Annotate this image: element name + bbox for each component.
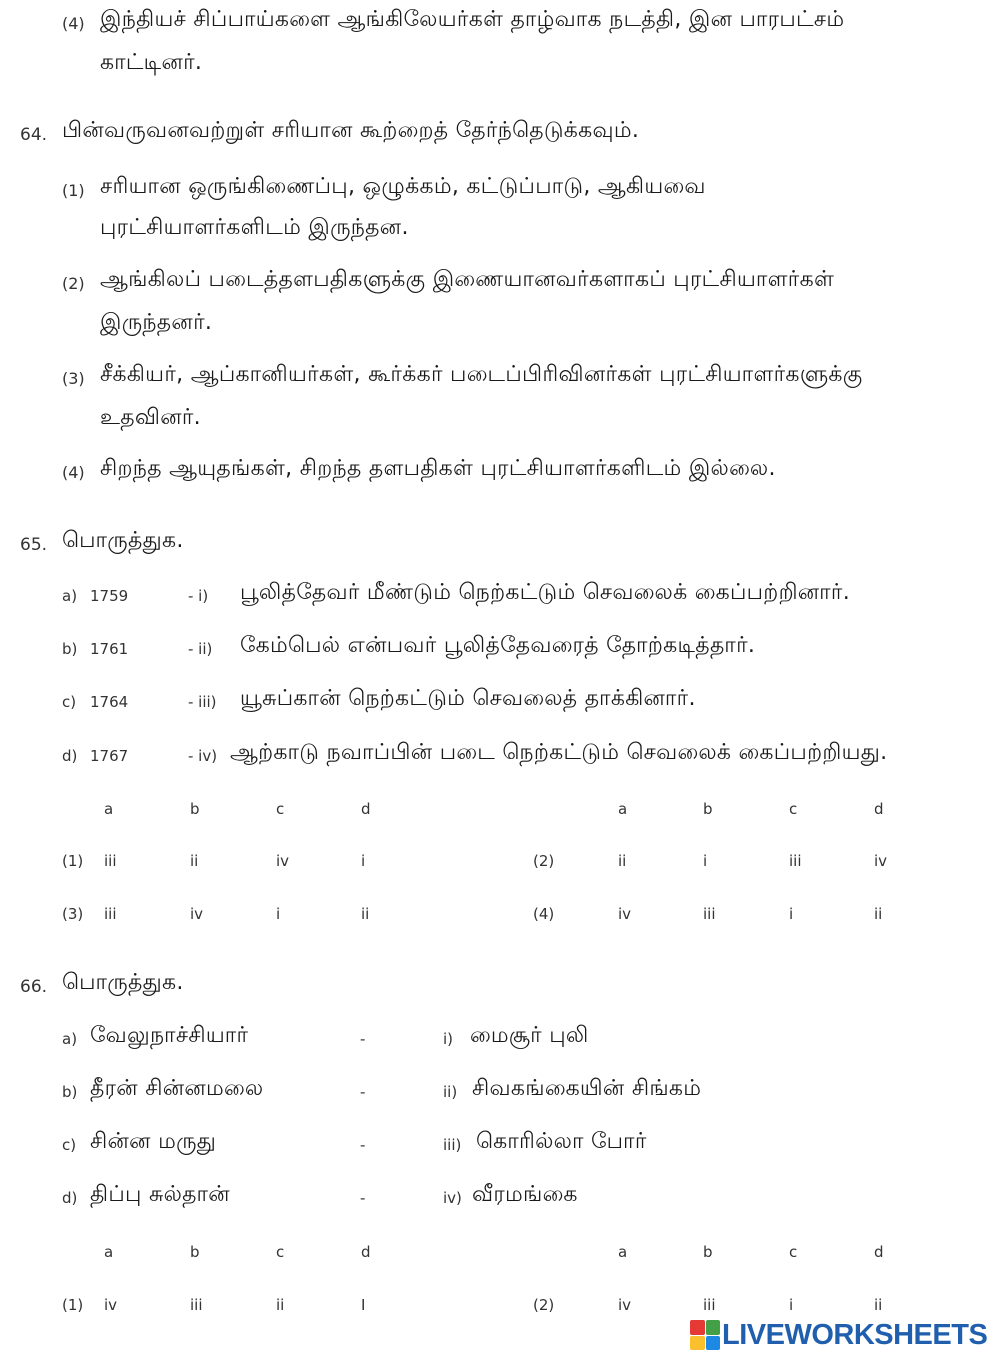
q66-item-d-dash: - [360, 1189, 366, 1207]
logo-square-yellow [690, 1336, 705, 1351]
q66-answer-2-b: iii [703, 1296, 716, 1314]
q66-answer-2-a: iv [618, 1296, 632, 1314]
q65-item-a-text: பூலித்தேவர் மீண்டும் நெற்கட்டும் செவலைக் கைப்பற்றினார். [240, 580, 851, 605]
q66-answer-1-d: I [361, 1296, 366, 1314]
q65-item-a-label: a) [62, 587, 78, 605]
q65-answer-4-b: iii [703, 905, 716, 923]
q65-answer-2-number: (2) [533, 852, 555, 870]
q65-answer-1-number: (1) [62, 852, 84, 870]
q66-header-d-right: d [874, 1243, 884, 1261]
logo-square-green [706, 1320, 721, 1335]
q66-item-b-right: சிவகங்கையின் சிங்கம் [472, 1076, 702, 1101]
q65-answer-2-c: iii [789, 852, 802, 870]
q65-item-d-year: 1767 [90, 747, 129, 765]
q64-option-1-line1: சரியான ஒருங்கிணைப்பு, ஒழுக்கம், கட்டுப்பாடு, ஆகியவை [100, 174, 706, 199]
question-number-66: 66. [20, 977, 48, 997]
q64-option-3-line1: சீக்கியர், ஆப்கானியர்கள், கூர்க்கர் படைப்பிரிவினர்கள் புரட்சியாளர்களுக்கு [100, 362, 863, 387]
q65-header-a-right: a [618, 800, 628, 818]
q65-answer-3-a: iii [104, 905, 117, 923]
option-number: (4) [62, 14, 85, 33]
q65-item-c-text: யூசுப்கான் நெற்கட்டும் செவலைத் தாக்கினார். [240, 686, 696, 711]
q66-header-b-right: b [703, 1243, 713, 1261]
q65-header-c-right: c [789, 800, 798, 818]
q66-item-c-right: கொரில்லா போர் [476, 1129, 647, 1154]
q66-header-a-left: a [104, 1243, 114, 1261]
question-number-64: 64. [20, 125, 48, 145]
q66-answer-1-c: ii [276, 1296, 285, 1314]
q65-answer-2-a: ii [618, 852, 627, 870]
logo-text: LIVEWORKSHEETS [722, 1318, 988, 1351]
q65-header-d-right: d [874, 800, 884, 818]
q66-item-c-left: சின்ன மருது [90, 1129, 217, 1154]
q65-item-b-code: - ii) [188, 640, 213, 658]
logo-square-blue [706, 1336, 721, 1351]
q64-option-4-line1: சிறந்த ஆயுதங்கள், சிறந்த தளபதிகள் புரட்சியாளர்களிடம் இல்லை. [100, 456, 776, 481]
q65-item-d-text: ஆற்காடு நவாப்பின் படை நெற்கட்டும் செவலைக் கைப்பற்றியது. [230, 740, 888, 765]
q66-item-a-code: i) [443, 1030, 454, 1048]
q66-item-a-dash: - [360, 1030, 366, 1048]
q66-item-d-code: iv) [443, 1189, 462, 1207]
q64-option-1-line2: புரட்சியாளர்களிடம் இருந்தன. [100, 215, 409, 240]
q65-item-b-year: 1761 [90, 640, 129, 658]
q65-answer-2-d: iv [874, 852, 888, 870]
q66-item-b-label: b) [62, 1083, 78, 1101]
q65-answer-4-number: (4) [533, 905, 555, 923]
q66-item-b-left: தீரன் சின்னமலை [90, 1076, 264, 1101]
q65-answer-4-c: i [789, 905, 794, 923]
q66-item-d-left: திப்பு சுல்தான் [90, 1182, 230, 1207]
q65-item-c-label: c) [62, 693, 77, 711]
q64-option-3-line2: உதவினர். [100, 405, 201, 430]
q64-option-2-line2: இருந்தனர். [100, 310, 213, 335]
q65-item-a-year: 1759 [90, 587, 129, 605]
q65-answer-1-d: i [361, 852, 366, 870]
option-text-line2: காட்டினர். [100, 50, 203, 75]
q66-header-a-right: a [618, 1243, 628, 1261]
q64-option-1-number: (1) [62, 181, 85, 200]
q65-answer-3-b: iv [190, 905, 204, 923]
question-text-66: பொருத்துக. [62, 970, 184, 995]
q66-item-b-dash: - [360, 1083, 366, 1101]
q65-item-a-code: - i) [188, 587, 209, 605]
q64-option-2-number: (2) [62, 274, 85, 293]
q65-answer-1-b: ii [190, 852, 199, 870]
q65-item-d-code: - iv) [188, 747, 218, 765]
q66-item-d-right: வீரமங்கை [472, 1182, 578, 1207]
q66-item-c-label: c) [62, 1136, 77, 1154]
q66-item-a-left: வேலுநாச்சியார் [90, 1023, 249, 1048]
q66-header-c-right: c [789, 1243, 798, 1261]
q65-answer-4-d: ii [874, 905, 883, 923]
q66-item-d-label: d) [62, 1189, 78, 1207]
q65-answer-3-d: ii [361, 905, 370, 923]
q65-answer-1-c: iv [276, 852, 290, 870]
q66-header-d-left: d [361, 1243, 371, 1261]
q65-item-b-text: கேம்பெல் என்பவர் பூலித்தேவரைத் தோற்கடித்தார். [240, 633, 756, 658]
q66-answer-1-number: (1) [62, 1296, 84, 1314]
question-number-65: 65. [20, 535, 48, 555]
q66-header-c-left: c [276, 1243, 285, 1261]
q65-answer-4-a: iv [618, 905, 632, 923]
q66-item-c-dash: - [360, 1136, 366, 1154]
q65-answer-3-c: i [276, 905, 281, 923]
q65-item-b-label: b) [62, 640, 78, 658]
q66-answer-2-number: (2) [533, 1296, 555, 1314]
q66-answer-2-c: i [789, 1296, 794, 1314]
question-text-64: பின்வருவனவற்றுள் சரியான கூற்றைத் தேர்ந்தெடுக்கவும். [62, 118, 640, 143]
q65-header-d-left: d [361, 800, 371, 818]
q65-item-c-year: 1764 [90, 693, 129, 711]
q66-item-a-right: மைசூர் புலி [470, 1023, 589, 1048]
q65-item-c-code: - iii) [188, 693, 217, 711]
option-text-line1: இந்தியச் சிப்பாய்களை ஆங்கிலேயர்கள் தாழ்வாக நடத்தி, இன பாரபட்சம் [100, 7, 845, 32]
q65-answer-1-a: iii [104, 852, 117, 870]
q66-item-a-label: a) [62, 1030, 78, 1048]
q64-option-3-number: (3) [62, 369, 85, 388]
q66-item-b-code: ii) [443, 1083, 458, 1101]
q64-option-2-line1: ஆங்கிலப் படைத்தளபதிகளுக்கு இணையானவர்களாகப் புரட்சியாளர்கள் [100, 267, 835, 292]
q66-answer-1-a: iv [104, 1296, 118, 1314]
q65-header-b-left: b [190, 800, 200, 818]
q66-item-c-code: iii) [443, 1136, 462, 1154]
logo-square-red [690, 1320, 705, 1335]
q65-answer-3-number: (3) [62, 905, 84, 923]
q64-option-4-number: (4) [62, 463, 85, 482]
q65-item-d-label: d) [62, 747, 78, 765]
liveworksheets-logo[interactable] [690, 1320, 987, 1350]
q65-answer-2-b: i [703, 852, 708, 870]
question-text-65: பொருத்துக. [62, 528, 184, 553]
q66-header-b-left: b [190, 1243, 200, 1261]
q65-header-a-left: a [104, 800, 114, 818]
q65-header-b-right: b [703, 800, 713, 818]
q65-header-c-left: c [276, 800, 285, 818]
q66-answer-1-b: iii [190, 1296, 203, 1314]
logo-grid-icon [690, 1320, 720, 1350]
q66-answer-2-d: ii [874, 1296, 883, 1314]
